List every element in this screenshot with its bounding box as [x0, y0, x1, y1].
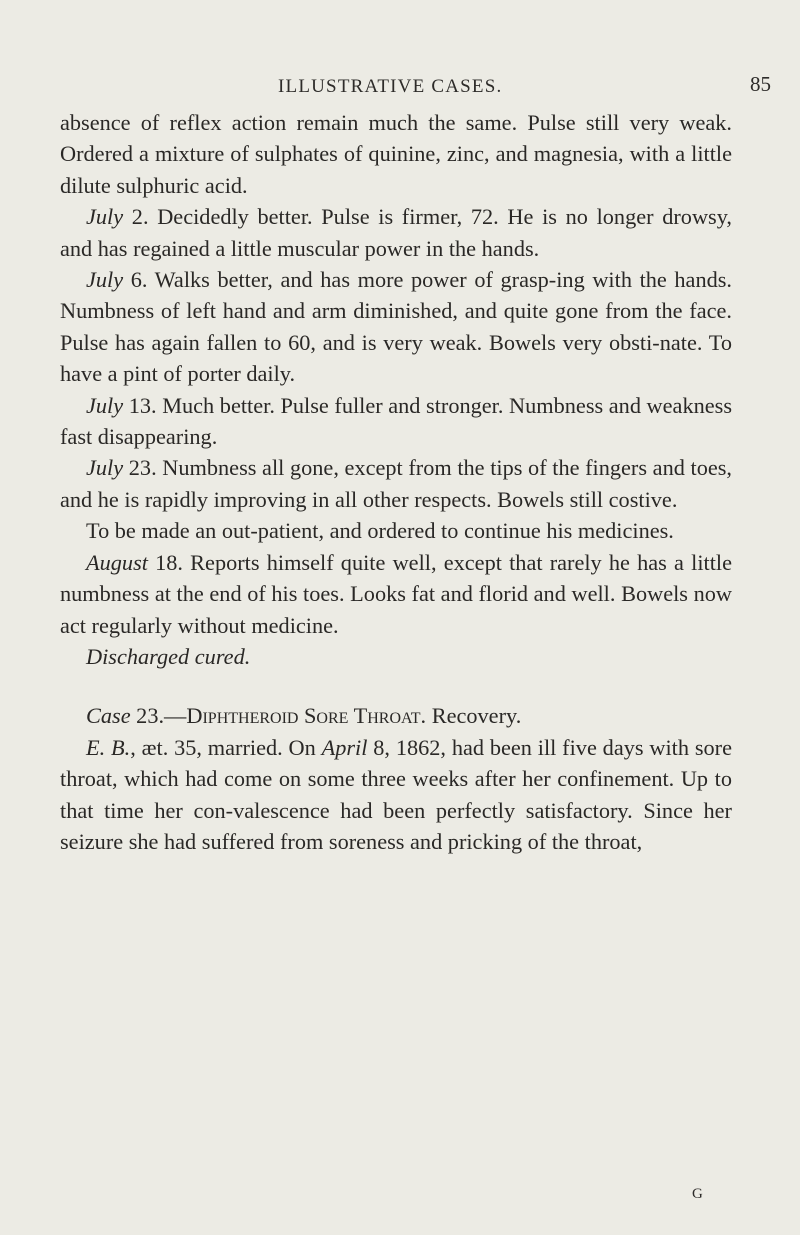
date-label: August	[86, 549, 148, 575]
entry-text: 8, 1862, had been ill five days with sore throat, which had come on some three weeks after her confinement. Up to that time her con-valescence had been perfectly satisfactory. Since her seizure she had suffered from soreness and pricking of the throat,	[60, 734, 732, 854]
page-number: 85	[750, 72, 771, 96]
entry-text: 13. Much better. Pulse fuller and stronger. Numbness and weakness fast disappearing.	[60, 392, 732, 450]
paragraph-discharged: Discharged cured.	[86, 643, 251, 669]
date-label: July	[86, 267, 124, 293]
date-label: July	[86, 455, 124, 481]
date-label: April	[321, 734, 368, 760]
paragraph-continuation: absence of reflex action remain much the same. Pulse still very weak. Ordered a mixture of sulphates of quinine, zinc, and magnesia, with a little dilute sulphuric acid.	[60, 110, 732, 198]
case-heading	[60, 700, 732, 731]
entry-text: 23. Numbness all gone, except from the tips of the fingers and toes, and he is rapidly improving in all other respects. Bowels still costive.	[60, 455, 732, 512]
case-outcome: Recovery.	[426, 703, 522, 729]
paragraph-july-23	[60, 452, 732, 515]
signature-mark: G	[692, 1186, 703, 1202]
paragraph-july-6	[60, 264, 732, 390]
running-head: ILLUSTRATIVE CASES.	[278, 76, 503, 97]
body-text	[60, 107, 732, 857]
case-number: 23.—	[130, 703, 187, 729]
date-label: July	[86, 392, 124, 418]
case-label: Case	[86, 703, 131, 729]
case-title: Diphtheroid Sore Throat.	[186, 703, 427, 729]
paragraph-case-history	[60, 732, 732, 858]
entry-text: 6. Walks better, and has more power of grasp-ing with the hands. Numbness of left hand and arm diminished, and quite gone from the face. Pulse has again fallen to 60, and is very weak. Bowels very obsti-nate. To have a pint of porter daily.	[60, 267, 732, 387]
paragraph-out-patient: To be made an out-patient, and ordered to continue his medicines.	[86, 518, 674, 544]
paragraph-august-18	[60, 547, 732, 641]
entry-text: 2. Decidedly better. Pulse is firmer, 72. He is no longer drowsy, and has regained a little muscular power in the hands.	[60, 204, 732, 261]
entry-text: , æt. 35, married. On	[130, 734, 322, 760]
paragraph-july-13	[60, 390, 732, 453]
patient-initials: E. B.	[86, 734, 131, 760]
paragraph-july-2	[60, 201, 732, 264]
date-label: July	[86, 204, 124, 230]
entry-text: 18. Reports himself quite well, except that rarely he has a little numbness at the end of his toes. Looks fat and florid and well. Bowels now act regularly without medicine.	[60, 549, 732, 638]
